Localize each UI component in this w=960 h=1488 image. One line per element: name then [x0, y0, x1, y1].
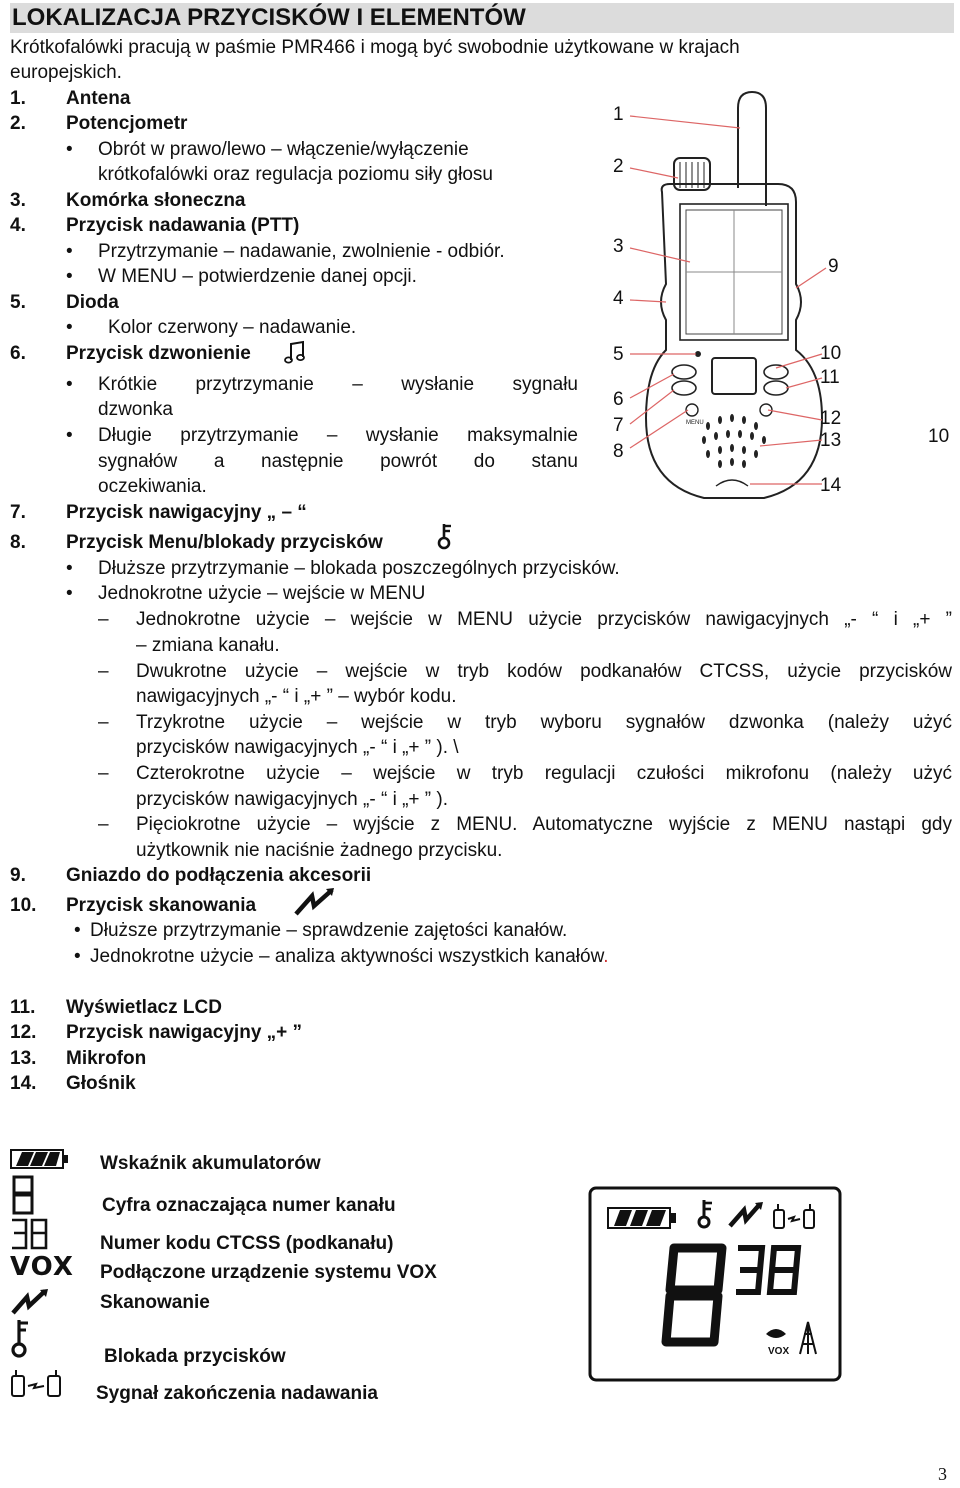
callout-10: 10	[820, 343, 842, 364]
bullet-glyph: •	[66, 317, 73, 338]
item-12-label: Przycisk nawigacyjny „+ ”	[66, 1022, 303, 1043]
roger-beep-icon	[10, 1368, 64, 1398]
bullet-glyph: •	[66, 558, 73, 579]
seven-segment-digit-icon	[10, 1175, 36, 1215]
legend-scan-label: Skanowanie	[100, 1292, 210, 1313]
vox-icon: VOX	[10, 1252, 74, 1282]
item-11-label: Wyświetlacz LCD	[66, 997, 222, 1018]
item-5-label: Dioda	[66, 292, 119, 313]
dash-glyph: –	[98, 814, 109, 835]
item-4-label: Przycisk nadawania (PTT)	[66, 215, 300, 236]
item-2-label: Potencjometr	[66, 113, 188, 134]
battery-icon	[10, 1148, 70, 1170]
intro-text-line2: europejskich.	[10, 62, 122, 83]
bullet-glyph: •	[66, 241, 73, 262]
item-8-dash-2a: Dwukrotne użycie – wejście w tryb kodów podkanałów CTCSS, użycie przycisków	[136, 661, 952, 682]
item-7-number: 7.	[10, 502, 26, 523]
callout-3: 3	[613, 236, 624, 257]
item-10-label: Przycisk skanowania	[66, 895, 257, 916]
callout-8: 8	[613, 441, 624, 462]
item-2-bullet-1b: krótkofalówki oraz regulacja poziomu siły głosu	[98, 164, 493, 185]
item-8-label: Przycisk Menu/blokady przycisków	[66, 532, 383, 553]
bullet-glyph: •	[74, 920, 81, 941]
lcd-vox-text: VOX	[768, 1346, 790, 1357]
bullet-glyph: •	[74, 946, 81, 967]
item-8-bullet-1: Dłuższe przytrzymanie – blokada poszczególnych przycisków.	[98, 558, 620, 579]
item-1-label: Antena	[66, 88, 131, 109]
callout-1: 1	[613, 104, 624, 125]
item-10-bullet-2: Jednokrotne użycie – analiza aktywności wszystkich kanałów.	[90, 946, 609, 967]
bullet-glyph: •	[66, 583, 73, 604]
lcd-display-illustration	[588, 1186, 842, 1382]
legend-roger-label: Sygnał zakończenia nadawania	[96, 1383, 378, 1404]
callout-2: 2	[613, 156, 624, 177]
key-lock-icon	[436, 522, 458, 552]
music-note-icon	[284, 340, 306, 366]
bullet-glyph: •	[66, 425, 73, 446]
legend-ctcss-label: Numer kodu CTCSS (podkanału)	[100, 1233, 394, 1254]
stray-number-label: 10	[928, 426, 950, 447]
item-8-dash-5a: Pięciokrotne użycie – wyjście z MENU. Automatyczne wyjście z MENU nastąpi gdy	[136, 814, 952, 835]
item-14-label: Głośnik	[66, 1073, 136, 1094]
item-6-bullet-2c: oczekiwania.	[98, 476, 207, 497]
legend-battery-label: Wskaźnik akumulatorów	[100, 1153, 321, 1174]
item-4-bullet-2: W MENU – potwierdzenie danej opcji.	[98, 266, 417, 287]
callout-6: 6	[613, 389, 624, 410]
item-5-bullet-1: Kolor czerwony – nadawanie.	[108, 317, 357, 338]
item-3-label: Komórka słoneczna	[66, 190, 246, 211]
item-10-bullet-1: Dłuższe przytrzymanie – sprawdzenie zajętości kanałów.	[90, 920, 568, 941]
item-13-number: 13.	[10, 1048, 37, 1069]
item-8-dash-1a: Jednokrotne użycie – wejście w MENU użycie przycisków nawigacyjnych „- “ i „+ ”	[136, 609, 952, 630]
item-9-number: 9.	[10, 865, 26, 886]
dash-glyph: –	[98, 763, 109, 784]
callout-4: 4	[613, 288, 624, 309]
bullet-glyph: •	[66, 139, 73, 160]
item-6-number: 6.	[10, 343, 26, 364]
item-10-number: 10.	[10, 895, 37, 916]
callout-9: 9	[828, 256, 839, 277]
item-8-number: 8.	[10, 532, 26, 553]
item-11-number: 11.	[10, 997, 36, 1018]
legend-lock-label: Blokada przycisków	[104, 1346, 286, 1367]
ctcss-digits-icon	[10, 1218, 50, 1250]
item-14-number: 14.	[10, 1073, 37, 1094]
intro-text-line1: Krótkofalówki pracują w paśmie PMR466 i mogą być swobodnie użytkowane w krajach	[10, 37, 740, 58]
item-8-dash-2b: nawigacyjnych „- “ i „+ ” – wybór kodu.	[136, 686, 457, 707]
callout-7: 7	[613, 415, 624, 436]
callout-5: 5	[613, 344, 624, 365]
callout-14: 14	[820, 475, 842, 496]
item-2-bullet-1a: Obrót w prawo/lewo – włączenie/wyłączenie	[98, 139, 469, 160]
item-8-dash-1b: – zmiana kanału.	[136, 635, 280, 656]
dash-glyph: –	[98, 712, 109, 733]
item-8-dash-5b: użytkownik nie naciśnie żadnego przycisku.	[136, 840, 503, 861]
page-title: LOKALIZACJA PRZYCISKÓW I ELEMENTÓW	[10, 3, 954, 33]
callout-12: 12	[820, 408, 842, 429]
item-4-bullet-1: Przytrzymanie – nadawanie, zwolnienie - odbiór.	[98, 241, 505, 262]
item-12-number: 12.	[10, 1022, 37, 1043]
scan-icon	[292, 886, 338, 918]
item-7-label: Przycisk nawigacyjny „ – “	[66, 502, 307, 523]
bullet-glyph: •	[66, 374, 73, 395]
item-8-dash-4a: Czterokrotne użycie – wejście w tryb regulacji czułości mikrofonu (należy użyć	[136, 763, 952, 784]
item-8-dash-4b: przycisków nawigacyjnych „- “ i „+ ” ).	[136, 789, 448, 810]
bullet-glyph: •	[66, 266, 73, 287]
item-6-bullet-1b: dzwonka	[98, 399, 173, 420]
dash-glyph: –	[98, 661, 109, 682]
item-8-dash-3b: przycisków nawigacyjnych „- “ i „+ ” ). \	[136, 737, 459, 758]
item-4-number: 4.	[10, 215, 26, 236]
item-5-number: 5.	[10, 292, 26, 313]
callout-13: 13	[820, 430, 842, 451]
page-number: 3	[938, 1464, 947, 1484]
item-2-number: 2.	[10, 113, 26, 134]
scan-legend-icon	[10, 1288, 52, 1316]
item-6-bullet-2b: sygnałów a następnie powrót do stanu	[98, 451, 578, 472]
menu-text: MENU	[686, 420, 704, 426]
item-3-number: 3.	[10, 190, 26, 211]
legend-vox-label: Podłączone urządzenie systemu VOX	[100, 1262, 437, 1283]
item-9-label: Gniazdo do podłączenia akcesorii	[66, 865, 372, 886]
item-1-number: 1.	[10, 88, 26, 109]
lock-key-legend-icon	[10, 1318, 36, 1360]
item-13-label: Mikrofon	[66, 1048, 147, 1069]
dash-glyph: –	[98, 609, 109, 630]
item-6-bullet-1a: Krótkie przytrzymanie – wysłanie sygnału	[98, 374, 578, 395]
item-8-dash-3a: Trzykrotne użycie – wejście w tryb wyboru sygnałów dzwonka (należy użyć	[136, 712, 952, 733]
item-6-label: Przycisk dzwonienie	[66, 343, 251, 364]
callout-11: 11	[820, 367, 840, 388]
item-8-bullet-2: Jednokrotne użycie – wejście w MENU	[98, 583, 426, 604]
legend-channel-label: Cyfra oznaczająca numer kanału	[102, 1195, 396, 1216]
item-6-bullet-2a: Długie przytrzymanie – wysłanie maksymalnie	[98, 425, 578, 446]
